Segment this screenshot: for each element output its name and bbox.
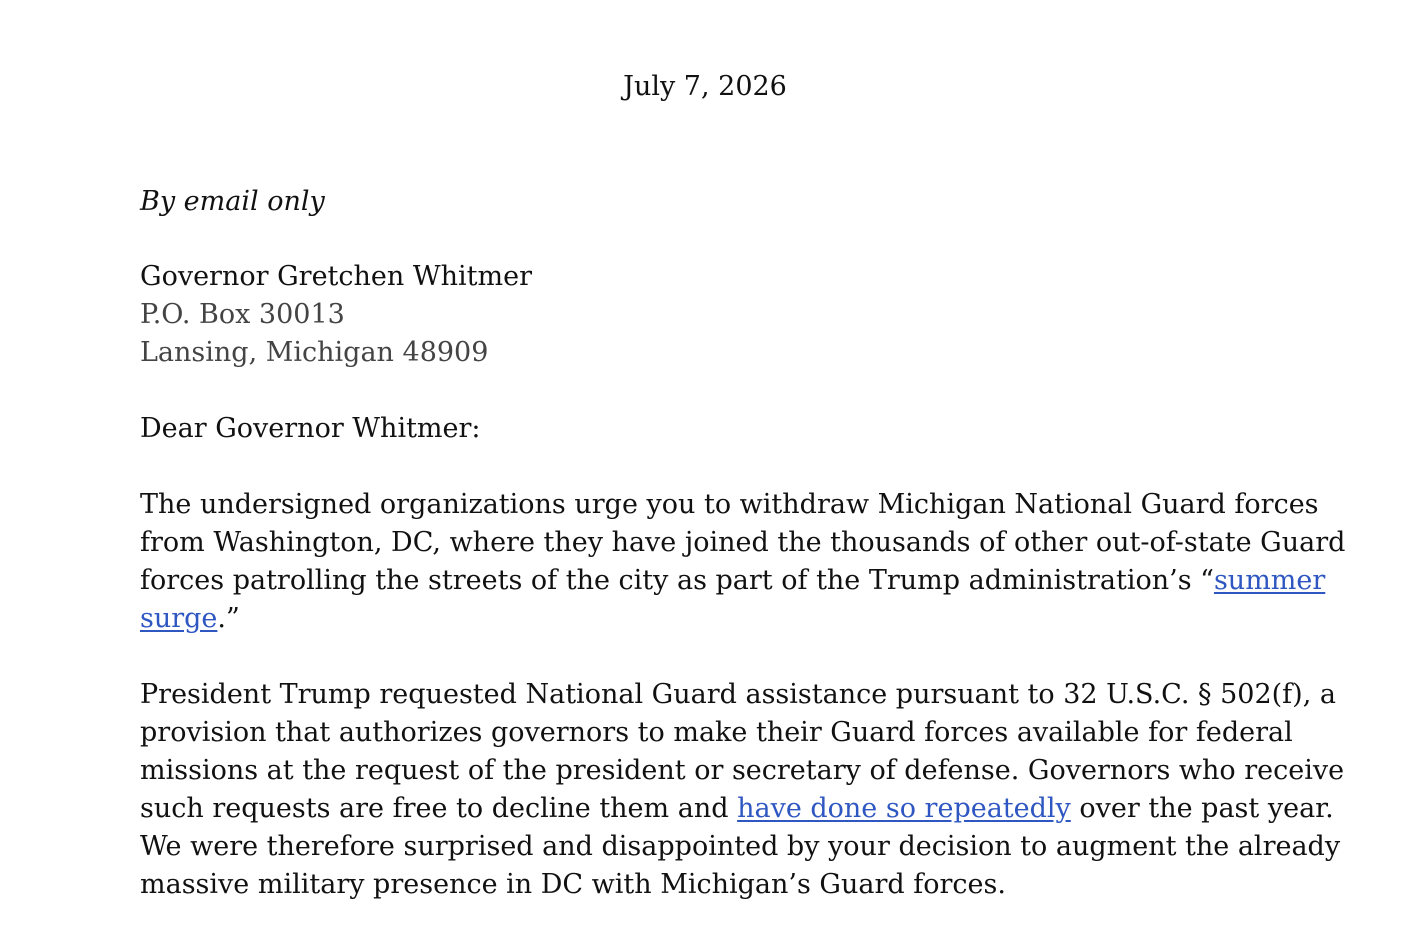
summer-surge-link-continued[interactable]: surge	[140, 603, 218, 634]
paragraph-text: .”	[217, 603, 240, 634]
paragraph-line	[140, 562, 1326, 600]
letter-date: July 7, 2026	[623, 71, 787, 102]
paragraph-text: over the past year.	[1070, 793, 1334, 824]
paragraph-line: provision that authorizes governors to make their Guard forces available for federal	[140, 717, 1293, 748]
paragraph-line	[140, 790, 1334, 828]
recipient-name: Governor Gretchen Whitmer	[140, 261, 532, 292]
paragraph-text: such requests are free to decline them and	[140, 793, 738, 824]
body-paragraph-2	[140, 676, 1345, 904]
have-done-so-repeatedly-link[interactable]: have done so repeatedly	[737, 793, 1071, 824]
recipient-address-line2: Lansing, Michigan 48909	[140, 337, 489, 368]
paragraph-line: missions at the request of the president or secretary of defense. Governors who receive	[140, 755, 1345, 786]
paragraph-line: from Washington, DC, where they have joined the thousands of other out-of-state Guard	[140, 527, 1346, 558]
paragraph-line: President Trump requested National Guard assistance pursuant to 32 U.S.C. § 502(f), a	[140, 679, 1336, 710]
salutation: Dear Governor Whitmer:	[140, 413, 481, 444]
paragraph-line: massive military presence in DC with Michigan’s Guard forces.	[140, 869, 1006, 900]
summer-surge-link[interactable]: summer	[1213, 565, 1326, 596]
body-paragraph-1	[140, 486, 1346, 638]
paragraph-line	[140, 600, 1290, 638]
delivery-method: By email only	[140, 186, 325, 217]
paragraph-text: forces patrolling the streets of the city as part of the Trump administration’s “	[140, 565, 1214, 596]
paragraph-line: The undersigned organizations urge you to withdraw Michigan National Guard forces	[140, 489, 1319, 520]
paragraph-line: We were therefore surprised and disappointed by your decision to augment the already	[140, 831, 1341, 862]
recipient-address-line1: P.O. Box 30013	[140, 299, 345, 330]
